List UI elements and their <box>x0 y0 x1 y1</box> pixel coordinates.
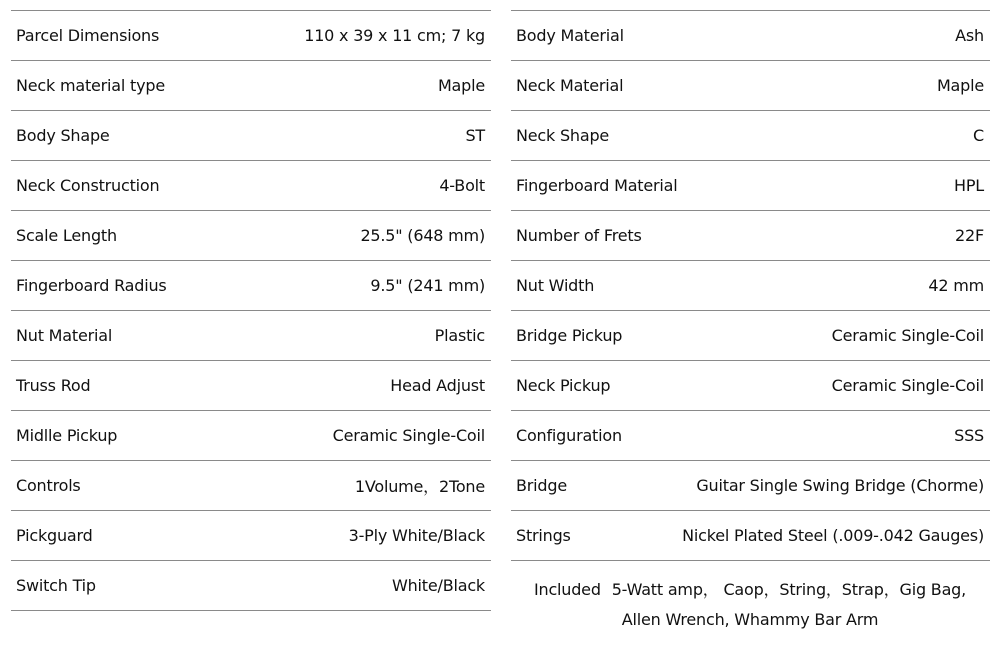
spec-row-neck-shape <box>511 111 990 161</box>
spec-value: Ceramic Single-Coil <box>332 426 485 445</box>
spec-value: 4-Bolt <box>439 176 485 195</box>
spec-label: Midlle Pickup <box>16 426 118 445</box>
spec-label: Nut Material <box>16 326 113 345</box>
spec-row-controls <box>11 461 491 511</box>
spec-row-neck-material <box>511 61 990 111</box>
spec-row-body-material <box>511 11 990 61</box>
spec-label: Truss Rod <box>16 376 91 395</box>
spec-label: Neck Material <box>516 76 624 95</box>
spec-label: Scale Length <box>16 226 117 245</box>
spec-row-number-of-frets <box>511 211 990 261</box>
spec-row-body-shape <box>11 111 491 161</box>
spec-value: Head Adjust <box>390 376 485 395</box>
spec-value: C <box>973 126 984 145</box>
spec-value: 42 mm <box>928 276 984 295</box>
spec-row-configuration <box>511 411 990 461</box>
spec-row-bridge-pickup <box>511 311 990 361</box>
spec-label: Body Material <box>516 26 624 45</box>
spec-row-neck-pickup <box>511 361 990 411</box>
spec-value: 3-Ply White/Black <box>348 526 485 545</box>
spec-value: 5-Watt amp， Caop，String，Strap，Gig Bag, Allen Wrench, Whammy Bar Arm <box>611 580 967 629</box>
spec-value: HPL <box>954 176 984 195</box>
spec-row-strings <box>511 511 990 561</box>
spec-label: Parcel Dimensions <box>16 26 160 45</box>
spec-label: Number of Frets <box>516 226 642 245</box>
spec-value: Nickel Plated Steel (.009-.042 Gauges) <box>682 526 984 545</box>
spec-label: Neck Pickup <box>516 376 611 395</box>
spec-value: 110 x 39 x 11 cm; 7 kg <box>304 26 485 45</box>
spec-value: ST <box>465 126 485 145</box>
spec-value: White/Black <box>391 576 485 595</box>
spec-label: Bridge <box>516 476 567 495</box>
included-text-block <box>516 575 984 635</box>
spec-value: Ceramic Single-Coil <box>831 376 984 395</box>
spec-row-switch-tip <box>11 561 491 611</box>
spec-label: Strings <box>516 526 571 545</box>
spec-label: Configuration <box>516 426 622 445</box>
spec-label: Included <box>533 580 601 599</box>
spec-label: Fingerboard Material <box>516 176 678 195</box>
spec-value: Maple <box>437 76 485 95</box>
spec-label: Nut Width <box>516 276 595 295</box>
spec-row-scale-length <box>11 211 491 261</box>
spec-label: Bridge Pickup <box>516 326 623 345</box>
spec-value: 25.5" (648 mm) <box>360 226 485 245</box>
spec-label: Controls <box>16 476 81 495</box>
spec-label: Fingerboard Radius <box>16 276 167 295</box>
spec-label: Pickguard <box>16 526 93 545</box>
spec-value: 9.5" (241 mm) <box>370 276 485 295</box>
spec-value: SSS <box>954 426 984 445</box>
spec-value: Guitar Single Swing Bridge (Chorme) <box>696 476 984 495</box>
spec-value: Maple <box>936 76 984 95</box>
spec-value: Ceramic Single-Coil <box>831 326 984 345</box>
spec-label: Neck Construction <box>16 176 160 195</box>
spec-table-right <box>511 10 990 631</box>
spec-row-included <box>511 561 990 631</box>
spec-row-neck-material-type <box>11 61 491 111</box>
spec-value: 22F <box>955 226 984 245</box>
spec-row-fingerboard-radius <box>11 261 491 311</box>
spec-row-parcel-dimensions <box>11 11 491 61</box>
spec-value: Ash <box>955 26 984 45</box>
spec-row-middle-pickup <box>11 411 491 461</box>
spec-row-pickguard <box>11 511 491 561</box>
spec-row-bridge <box>511 461 990 511</box>
spec-label: Body Shape <box>16 126 110 145</box>
spec-row-nut-material <box>11 311 491 361</box>
spec-row-nut-width <box>511 261 990 311</box>
spec-row-fingerboard-material <box>511 161 990 211</box>
spec-table-left <box>11 10 491 611</box>
spec-label: Switch Tip <box>16 576 96 595</box>
spec-label: Neck material type <box>16 76 165 95</box>
spec-row-truss-rod <box>11 361 491 411</box>
spec-label: Neck Shape <box>516 126 610 145</box>
spec-row-neck-construction <box>11 161 491 211</box>
spec-value: Plastic <box>434 326 485 345</box>
spec-value: 1Volume，2Tone <box>354 477 485 496</box>
